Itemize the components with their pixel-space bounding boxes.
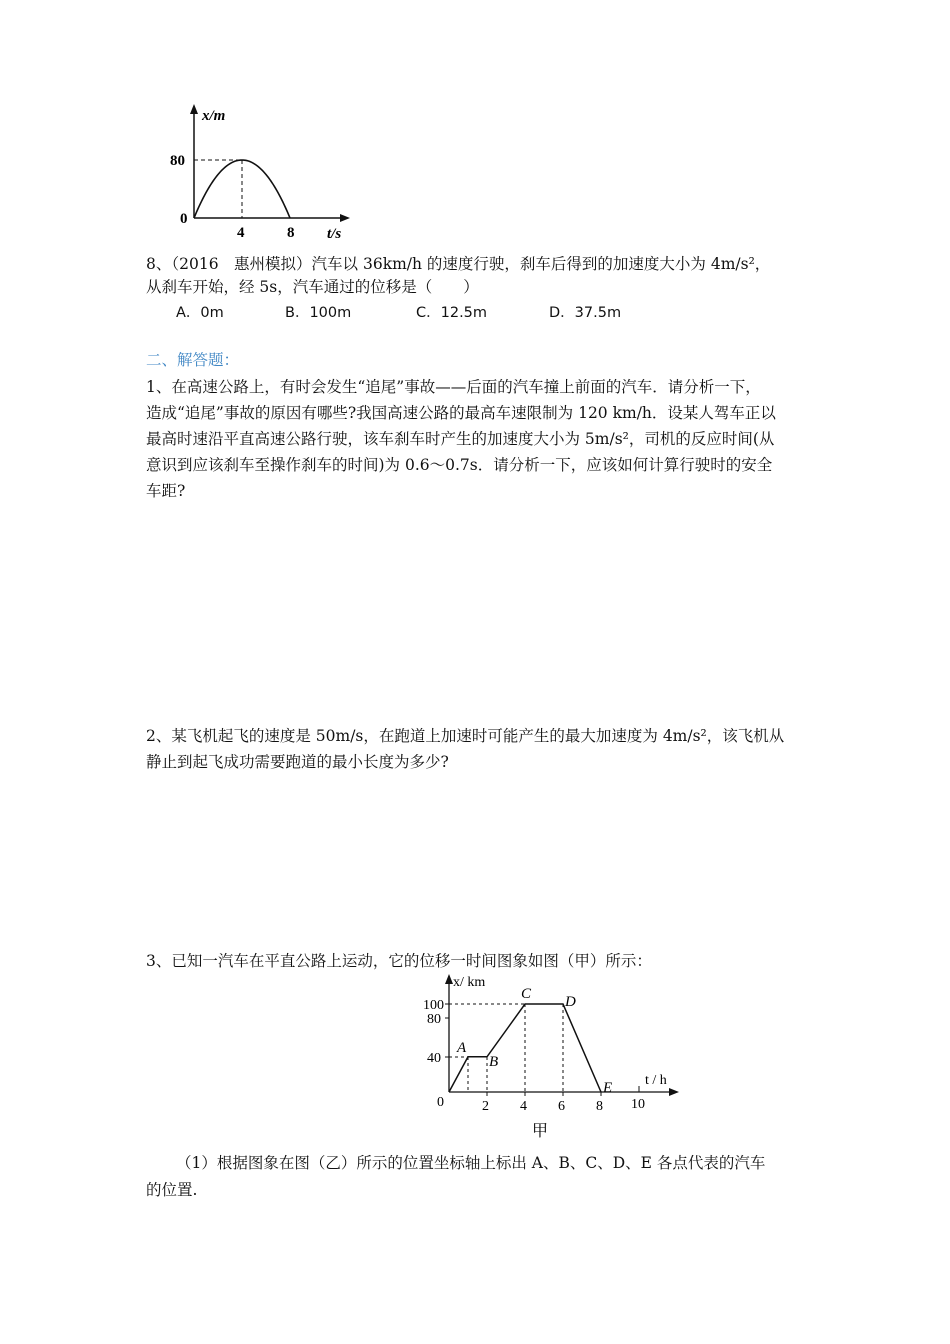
question-2-line: 静止到起飞成功需要跑道的最小长度为多少? <box>146 753 449 771</box>
section-heading: 二、解答题： <box>146 351 240 369</box>
y-axis-label: x/ km <box>453 975 486 990</box>
y-axis-label: x/m <box>202 108 226 124</box>
tick-label-x: 4 <box>520 1099 527 1114</box>
question-8-line-1: 8、（2016 惠州模拟）汽车以 36km/h 的速度行驶，刹车后得到的加速度大小为 4m/s²， <box>146 255 771 273</box>
question-3-line: 3、已知一汽车在平直公路上运动，它的位移一时间图象如图（甲）所示： <box>146 952 652 970</box>
question-2-line: 2、某飞机起飞的速度是 50m/s，在跑道上加速时可能产生的最大加速度为 4m/s²，该飞机从 <box>146 727 785 745</box>
tick-label-x: 8 <box>287 225 295 241</box>
tick-label-x: 6 <box>558 1099 565 1114</box>
point-label-a: A <box>457 1040 467 1056</box>
question-3-sub-line: 的位置. <box>146 1181 198 1199</box>
point-label-e: E <box>603 1080 613 1096</box>
point-label-d: D <box>565 994 576 1010</box>
tick-label-x: 0 <box>437 1095 444 1110</box>
chart-position-time-piecewise <box>415 968 685 1143</box>
x-axis-label: t / h <box>645 1073 667 1088</box>
point-label-b: B <box>489 1054 499 1070</box>
question-1-line: 最高时速沿平直高速公路行驶，该车刹车时产生的加速度大小为 5m/s²，司机的反应时间(从 <box>146 430 775 448</box>
tick-label-y: 40 <box>427 1051 441 1066</box>
tick-label-x: 8 <box>596 1099 603 1114</box>
tick-label-x: 10 <box>631 1097 645 1112</box>
x-axis-arrow <box>340 214 350 222</box>
x-axis-arrow <box>669 1088 679 1096</box>
tick-label-x: 4 <box>237 225 245 241</box>
option-d: D．37.5m <box>549 305 622 321</box>
question-1-line: 意识到应该刹车至操作刹车的时间)为 0.6～0.7s．请分析一下，应该如何计算行驶时的安全 <box>146 456 773 474</box>
question-1-line: 车距? <box>146 482 186 500</box>
tick-label-x: 0 <box>180 211 188 227</box>
option-c: C．12.5m <box>416 305 488 321</box>
tick-label-x: 2 <box>482 1099 489 1114</box>
option-a: A．0m <box>176 305 224 321</box>
tick-label-y: 80 <box>170 153 185 169</box>
chart-caption: 甲 <box>532 1123 549 1140</box>
y-axis-arrow <box>445 974 453 984</box>
question-1-line: 1、在高速公路上，有时会发生“追尾”事故——后面的汽车撞上前面的汽车．请分析一下， <box>146 378 761 396</box>
question-8-line-2: 从刹车开始，经 5s，汽车通过的位移是（ ） <box>146 278 479 296</box>
question-3-sub-line: （1）根据图象在图（乙）所示的位置坐标轴上标出 A、B、C、D、E 各点代表的汽车 <box>176 1154 766 1172</box>
tick-label-y: 80 <box>427 1012 441 1027</box>
chart-position-time-parabola <box>160 100 370 250</box>
point-label-c: C <box>521 986 532 1002</box>
question-1-line: 造成“追尾”事故的原因有哪些?我国高速公路的最高车速限制为 120 km/h．设某人驾车正以 <box>146 404 776 422</box>
tick-label-y: 100 <box>423 998 444 1013</box>
x-axis-label: t/s <box>327 226 342 242</box>
option-b: B．100m <box>285 305 352 321</box>
y-axis-arrow <box>190 104 198 114</box>
